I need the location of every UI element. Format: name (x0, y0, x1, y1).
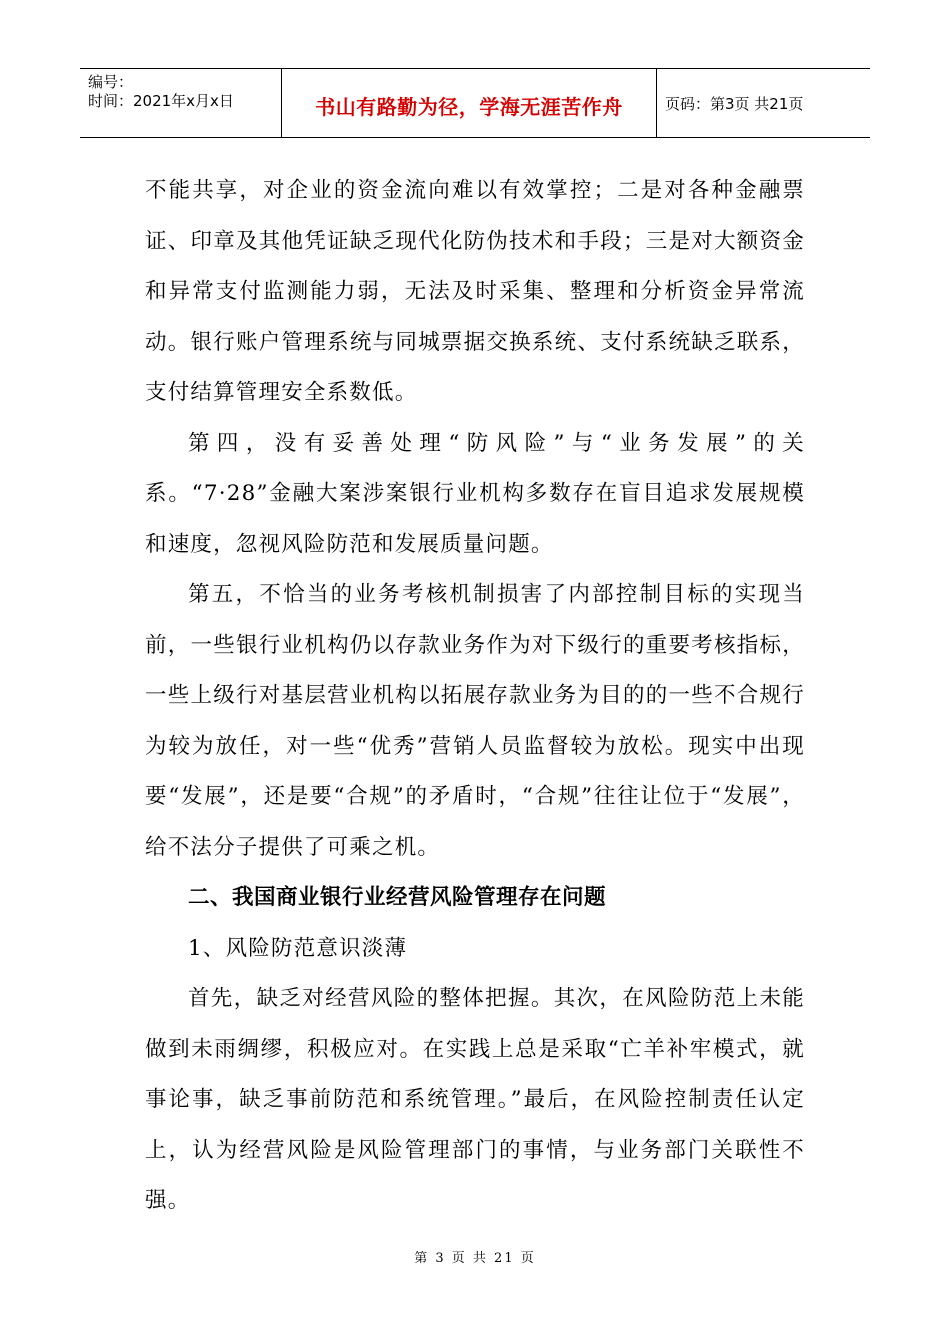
page-info: 页码：第3页 共21页 (665, 95, 804, 113)
header-motto-cell (282, 69, 657, 137)
header-meta-cell (80, 69, 282, 137)
serial-label: 编号： (88, 73, 134, 91)
paragraph-5: 首先，缺乏对经营风险的整体把握。其次，在风险防范上未能做到未雨绸缪，积极应对。在实践上总是采取“亡羊补牢模式，就事论事，缺乏事前防范和系统管理。”最后，在风险控制责任认定上，认为经营风险是风险管理部门的事情，与业务部门关联性不强。 (145, 986, 805, 1213)
document-body (145, 166, 805, 1227)
subheading-1: 1、风险防范意识淡薄 (188, 935, 408, 961)
paragraph-3: 第五，不恰当的业务考核机制损害了内部控制目标的实现当前，一些银行业机构仍以存款业务作为对下级行的重要考核指标，一些上级行对基层营业机构以拓展存款业务为目的的一些不合规行为较为放任，对一些“优秀”营销人员监督较为放松。现实中出现要“发展”，还是要“合规”的矛盾时，“合规”往往让位于“发展”，给不法分子提供了可乘之机。 (145, 582, 805, 860)
paragraph-1: 不能共享，对企业的资金流向难以有效掌控；二是对各种金融票证、印章及其他凭证缺乏现代化防伪技术和手段；三是对大额资金和异常支付监测能力弱，无法及时采集、整理和分析资金异常流动。银行账户管理系统与同城票据交换系统、支付系统缺乏联系，支付结算管理安全系数低。 (145, 178, 805, 405)
header-table (80, 68, 870, 138)
paragraph-2: 第四，没有妥善处理“防风险”与“业务发展”的关系。“7·28”金融大案涉案银行业机构多数存在盲目追求发展规模和速度，忽视风险防范和发展质量问题。 (145, 430, 805, 557)
motto: 书山有路勤为径，学海无涯苦作舟 (315, 95, 623, 119)
section-heading: 二、我国商业银行业经营风险管理存在问题 (188, 885, 607, 910)
date-label: 时间：2021年x月x日 (88, 92, 234, 110)
header-page-cell (657, 69, 870, 137)
page-footer: 第 3 页 共 21 页 (414, 1251, 536, 1266)
